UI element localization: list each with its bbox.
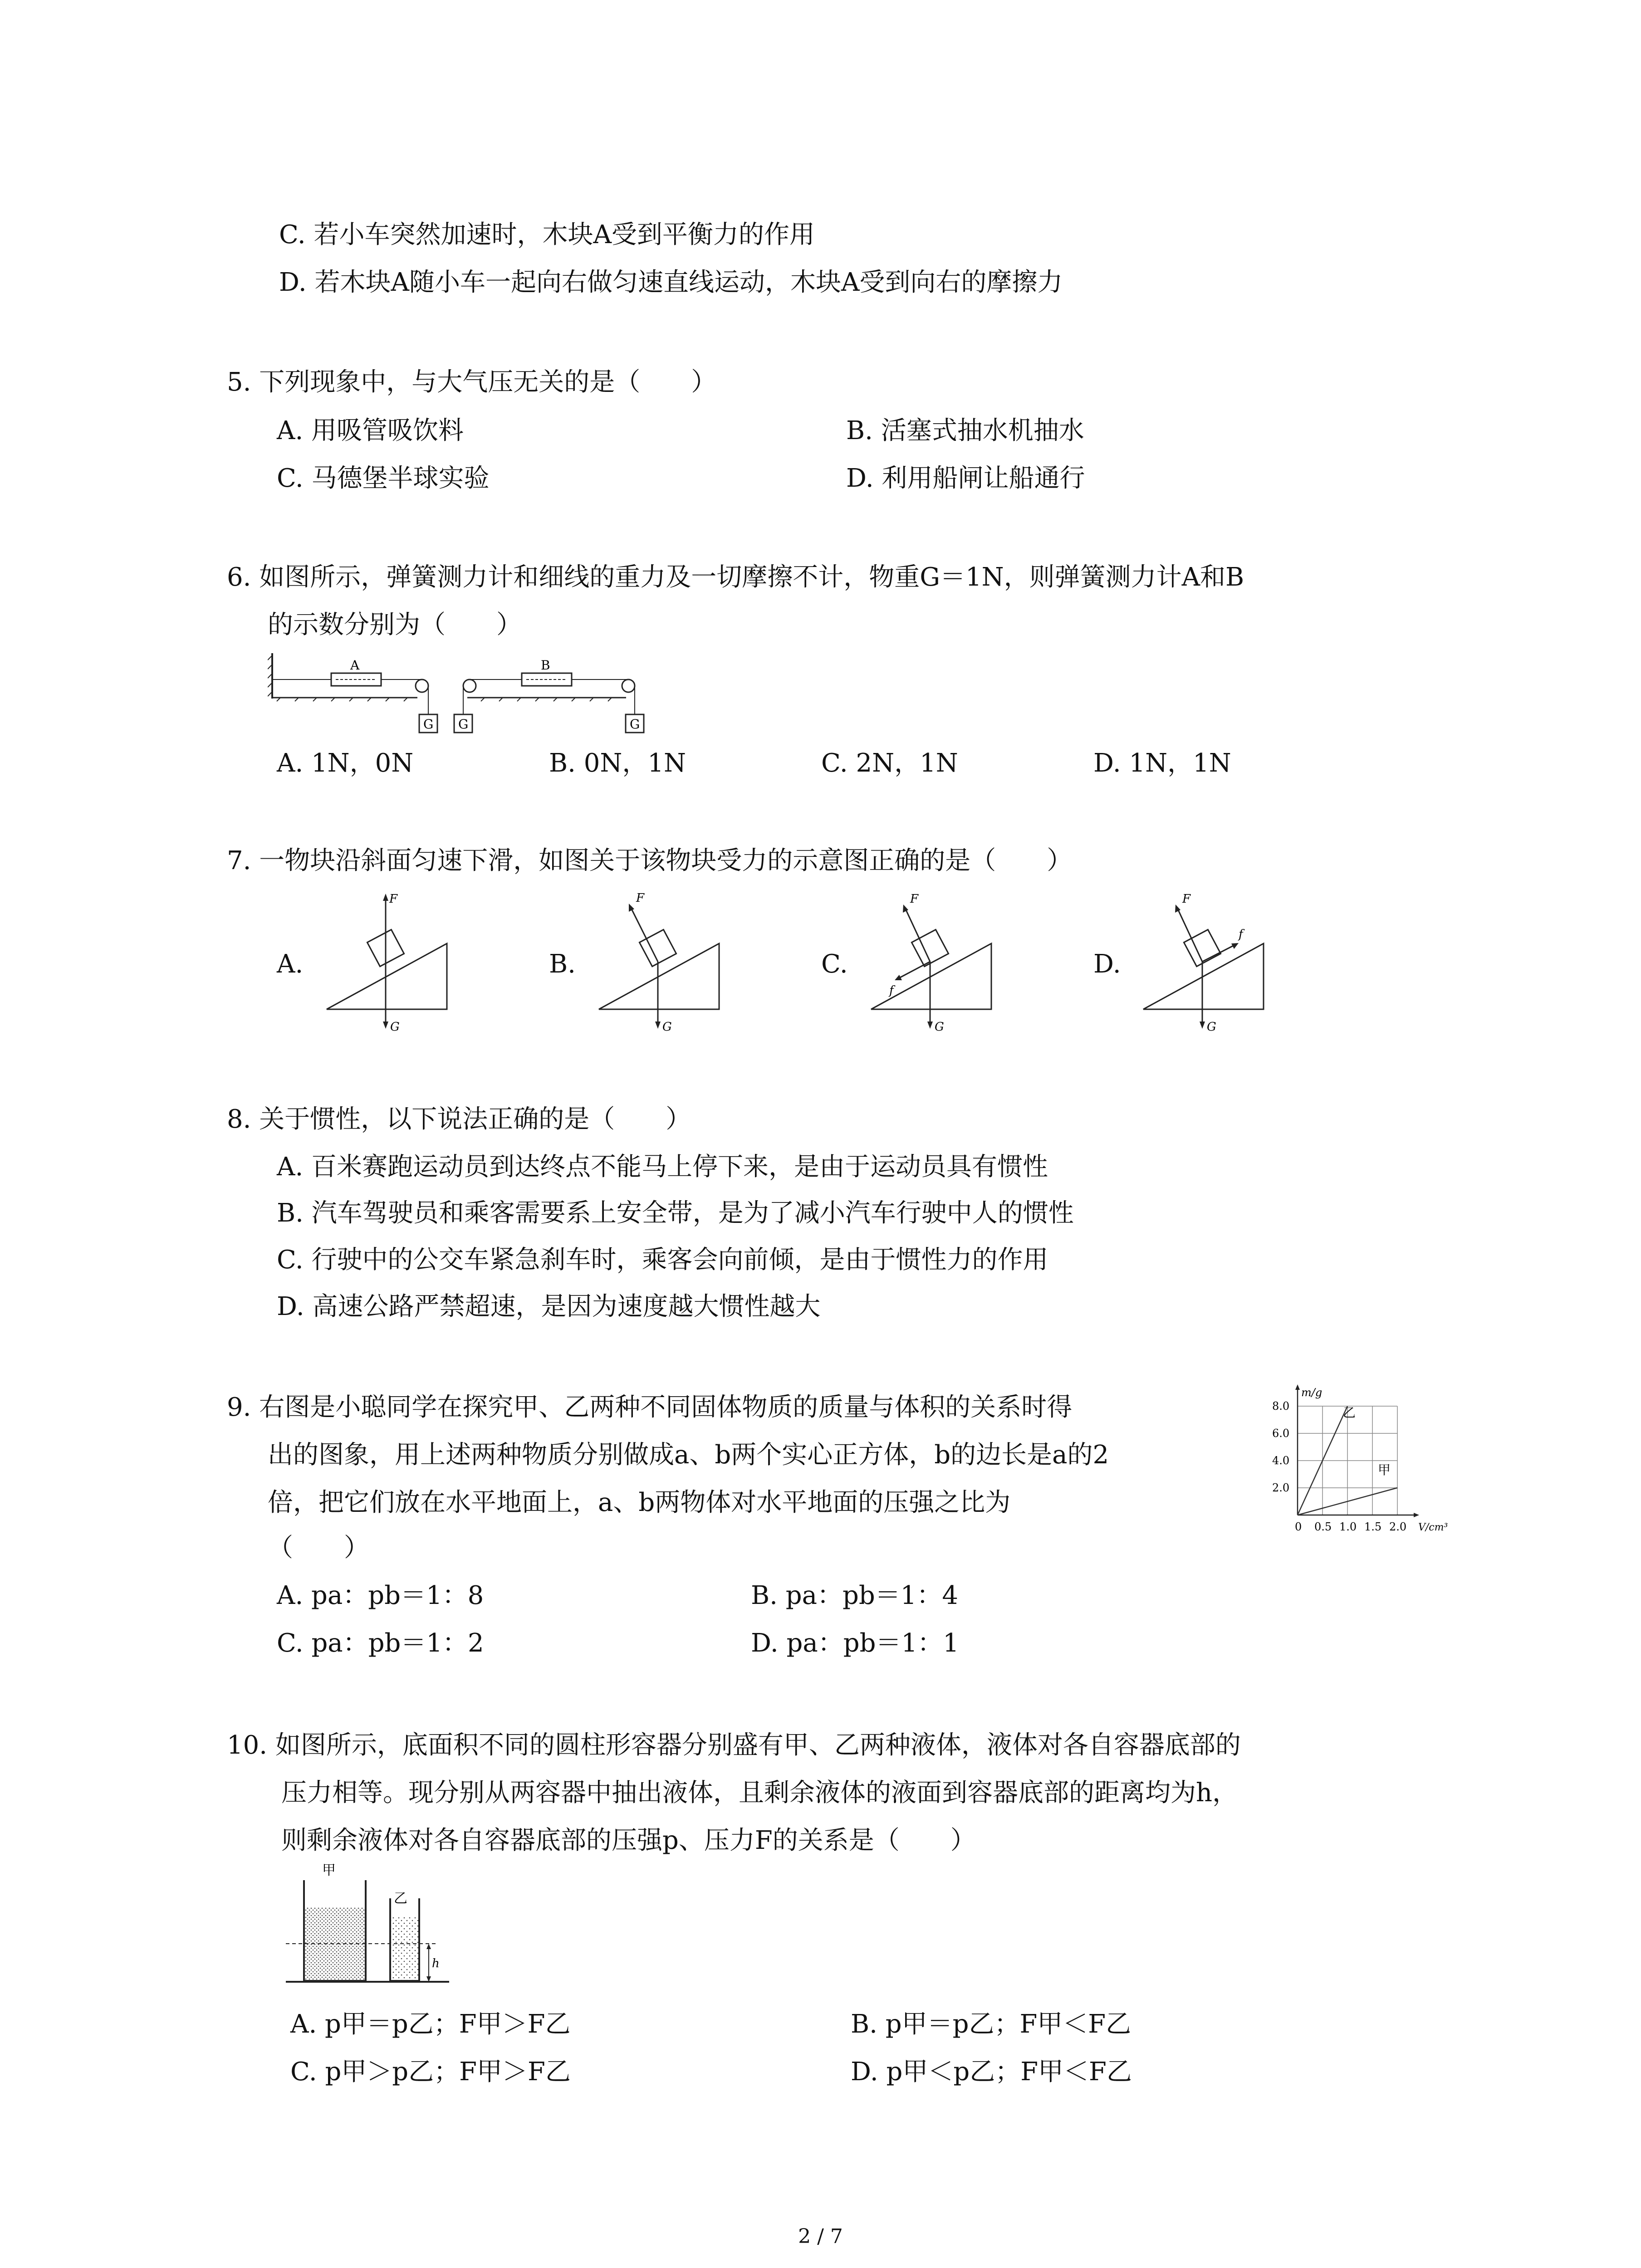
y-tick-label: 2.0 <box>1272 1481 1290 1494</box>
force-label: F <box>636 891 645 905</box>
q10-option-c: C. p甲＞p乙；F甲＞F乙 <box>290 2057 571 2087</box>
y-tick-label: 6.0 <box>1272 1427 1290 1440</box>
q9-option-d: D. pa：pb＝1：1 <box>751 1628 959 1658</box>
q7-option-d-label: D. <box>1093 949 1121 979</box>
q5-option-b: B. 活塞式抽水机抽水 <box>846 416 1084 445</box>
gravity-label: G <box>935 1020 944 1034</box>
force-label: F <box>389 892 398 906</box>
x-tick-label: 2.0 <box>1389 1520 1407 1533</box>
y-tick-label: 4.0 <box>1272 1454 1290 1467</box>
pulley-b-left <box>463 679 476 692</box>
q6-spring-scale-figure <box>268 644 649 739</box>
q5-option-d: D. 利用船闸让船通行 <box>846 464 1085 493</box>
q6-option-c: C. 2N，1N <box>821 748 958 778</box>
q5-option-a: A. 用吸管吸饮料 <box>277 416 464 445</box>
force-label: F <box>910 892 919 906</box>
q10-option-b: B. p甲＝p乙；F甲＜F乙 <box>851 2009 1132 2039</box>
q8-option-c: C. 行驶中的公交车紧急刹车时，乘客会向前倾，是由于惯性力的作用 <box>277 1245 1048 1275</box>
q9-stem-line4: （ ） <box>268 1533 369 1563</box>
q9-stem-line3: 倍，把它们放在水平地面上，a、b两物体对水平地面的压强之比为 <box>268 1488 1011 1517</box>
q7-option-c-label: C. <box>821 949 848 979</box>
weight-g-b-right-label: G <box>630 717 640 732</box>
liquid-yi <box>391 1916 418 1980</box>
x-axis-arrow <box>1414 1513 1419 1517</box>
q10-stem-line1: 10. 如图所示，底面积不同的圆柱形容器分别盛有甲、乙两种液体，液体对各自容器底部的 <box>227 1730 1241 1760</box>
q6-option-b: B. 0N，1N <box>549 748 686 778</box>
series-label-jia: 甲 <box>1378 1462 1391 1477</box>
gravity-label: G <box>390 1020 400 1034</box>
q7-option-b-label: B. <box>549 949 576 979</box>
spring-scale-a-label: A <box>350 658 360 673</box>
q7-diagram-d <box>1134 889 1279 1039</box>
q10-stem-line2: 压力相等。现分别从两容器中抽出液体，且剩余液体的液面到容器底部的距离均为h， <box>281 1778 1238 1808</box>
q9-option-b: B. pa：pb＝1：4 <box>751 1581 958 1610</box>
q8-option-b: B. 汽车驾驶员和乘客需要系上安全带，是为了减小汽车行驶中人的惯性 <box>277 1198 1074 1228</box>
y-axis-label: m/g <box>1301 1386 1323 1399</box>
friction-label: f <box>1239 928 1243 941</box>
q10-option-d: D. p甲＜p乙；F甲＜F乙 <box>851 2057 1132 2087</box>
q7-option-a-label: A. <box>277 949 304 979</box>
q7-diagram-b <box>590 889 735 1039</box>
q7-diagram-a <box>318 889 463 1039</box>
q4-option-d: D. 若木块A随小车一起向右做匀速直线运动，木块A受到向右的摩擦力 <box>279 268 1063 297</box>
q8-stem: 8. 关于惯性，以下说法正确的是（ ） <box>227 1105 691 1134</box>
q6-option-a: A. 1N，0N <box>277 748 414 778</box>
q5-stem: 5. 下列现象中，与大气压无关的是（ ） <box>227 367 717 397</box>
q10-option-a: A. p甲＝p乙；F甲＞F乙 <box>290 2009 571 2039</box>
q9-stem-line1: 9. 右图是小聪同学在探究甲、乙两种不同固体物质的质量与体积的关系时得 <box>227 1393 1073 1422</box>
q5-option-c: C. 马德堡半球实验 <box>277 464 490 493</box>
q8-option-d: D. 高速公路严禁超速，是因为速度越大惯性越大 <box>277 1292 821 1321</box>
spring-scale-b-label: B <box>541 658 550 673</box>
page-number: 2 / 7 <box>798 2225 843 2248</box>
height-h-label: h <box>432 1957 440 1970</box>
x-tick-label: 0 <box>1295 1520 1302 1533</box>
q4-option-c: C. 若小车突然加速时，木块A受到平衡力的作用 <box>279 220 815 249</box>
y-axis-arrow <box>1295 1384 1300 1390</box>
friction-label: f <box>889 984 894 997</box>
q9-option-a: A. pa：pb＝1：8 <box>277 1581 484 1610</box>
gravity-label: G <box>662 1020 672 1034</box>
pulley-a <box>416 679 428 692</box>
q9-stem-line2: 出的图象，用上述两种物质分别做成a、b两个实心正方体，b的边长是a的2 <box>268 1440 1109 1470</box>
q6-option-d: D. 1N，1N <box>1093 748 1231 778</box>
container-jia-label: 甲 <box>322 1862 336 1878</box>
q6-stem-line1: 6. 如图所示，弹簧测力计和细线的重力及一切摩擦不计，物重G＝1N，则弹簧测力计A和B <box>227 562 1244 592</box>
series-label-yi: 乙 <box>1343 1405 1356 1420</box>
q8-option-a: A. 百米赛跑运动员到达终点不能马上停下来，是由于运动员具有惯性 <box>277 1152 1048 1182</box>
weight-g-b-left-label: G <box>458 717 469 732</box>
q9-mass-volume-chart <box>1266 1379 1470 1533</box>
q7-stem: 7. 一物块沿斜面匀速下滑，如图关于该物块受力的示意图正确的是（ ） <box>227 846 1073 875</box>
q6-stem-line2: 的示数分别为（ ） <box>268 610 522 640</box>
y-tick-label: 8.0 <box>1272 1400 1290 1413</box>
q10-stem-line3: 则剩余液体对各自容器底部的压强p、压力F的关系是（ ） <box>281 1826 976 1855</box>
force-label: F <box>1182 892 1191 906</box>
pulley-b-right <box>622 679 635 692</box>
x-axis-label: V/cm³ <box>1418 1522 1448 1533</box>
x-tick-label: 1.5 <box>1364 1520 1382 1533</box>
weight-g-a-label: G <box>423 717 434 732</box>
q7-diagram-c <box>862 889 1007 1039</box>
q9-option-c: C. pa：pb＝1：2 <box>277 1628 484 1658</box>
gravity-label: G <box>1207 1020 1216 1034</box>
x-tick-label: 1.0 <box>1339 1520 1357 1533</box>
q10-containers-figure <box>272 1862 463 1994</box>
x-tick-label: 0.5 <box>1314 1520 1332 1533</box>
container-yi-label: 乙 <box>394 1891 407 1906</box>
